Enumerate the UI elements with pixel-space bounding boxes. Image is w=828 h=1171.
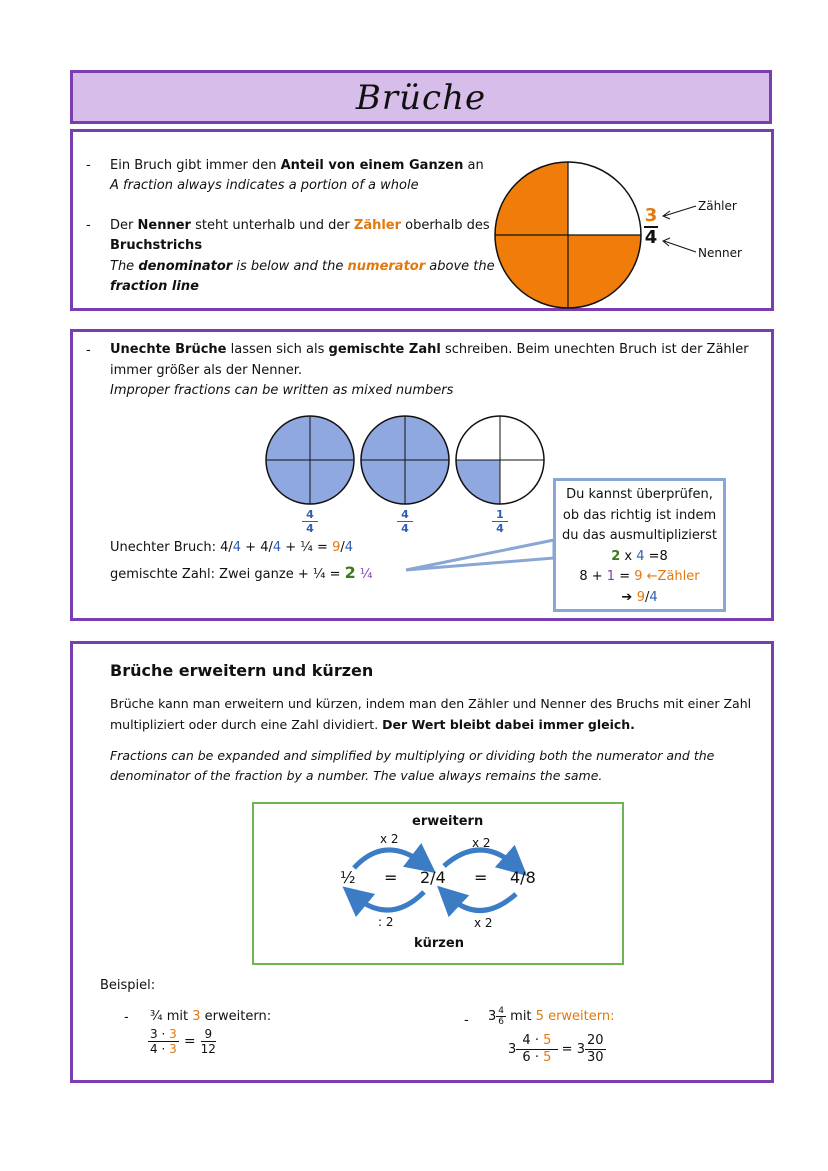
callout-line-2: ob das richtig ist indem	[562, 507, 717, 523]
callout-line-4: 2 x 4 =8	[611, 548, 668, 564]
circle-label-1: 4 4	[302, 509, 318, 534]
bullet-dash: -	[86, 158, 91, 173]
definition-line-2-en: The denominator is below and the numerator above the	[110, 259, 495, 274]
callout-pointer	[404, 540, 556, 580]
example-label: Beispiel:	[100, 978, 156, 993]
label-div2: : 2	[378, 915, 394, 929]
label-x2-top-right: x 2	[472, 836, 491, 850]
mixed-equation: gemischte Zahl: Zwei ganze + ¼ = 2 ¼	[110, 563, 373, 582]
fraction-half: ½	[340, 868, 356, 887]
title-banner	[70, 70, 772, 124]
page-title: Brüche	[355, 78, 487, 118]
example-1-result: $\frac{9}{12}$	[200, 1027, 216, 1056]
label-arrows	[660, 200, 700, 260]
expand-text-en-line-1: Fractions can be expanded and simplified by multiplying or dividing both the numerator and the	[110, 748, 715, 763]
definition-line-2b: Bruchstrichs	[110, 238, 203, 253]
label-x2-bottom: x 2	[474, 916, 493, 930]
example-2-title: 3 $\frac{4}{6}$ mit 5 erweitern:	[488, 1006, 615, 1027]
example-1-title: ¾ mit 3 erweitern:	[150, 1009, 272, 1024]
improper-equation: Unechter Bruch: 4/4 + 4/4 + ¼ = 9/4	[110, 540, 354, 555]
label-x2-top-left: x 2	[380, 832, 399, 846]
expand-text-en-line-2: denominator of the fraction by a number. The value always remains the same.	[110, 768, 603, 783]
circle-label-2: 4 4	[397, 509, 413, 534]
fraction-numerator: 3	[644, 205, 658, 226]
label-kuerzen: kürzen	[414, 936, 464, 951]
definition-line-2: Der Nenner steht unterhalb und der Zähler oberhalb des	[110, 218, 490, 233]
example-1-math	[148, 1027, 216, 1056]
equals-1: =	[384, 868, 398, 887]
circle-label-3: 1 4	[492, 509, 508, 534]
fraction-denominator: 4	[644, 227, 658, 248]
expand-text-line-1: Brüche kann man erweitern und kürzen, indem man den Zähler und Nenner des Bruchs mit einer Zahl	[110, 696, 752, 711]
full-circle-1	[264, 414, 356, 506]
callout-line-3: du das ausmultiplizierst	[561, 528, 718, 543]
example-1-fraction: $\frac{3 \cdot 3}{4 \cdot 3}$	[150, 1027, 177, 1056]
example-2-math: 3 $\frac{4 \cdot 5}{6 \cdot 5}$ = 3 $\frac{20}{30}$	[508, 1033, 604, 1065]
quarter-circle	[454, 414, 546, 506]
bullet-dash: -	[86, 343, 91, 358]
fraction-four-eighths: 4/8	[510, 868, 536, 887]
definition-line-1: Ein Bruch gibt immer den Anteil von einem Ganzen an	[110, 158, 484, 173]
full-circle-2	[359, 414, 451, 506]
check-callout	[553, 478, 726, 612]
bullet-dash: -	[124, 1010, 129, 1025]
label-zaehler: Zähler	[698, 199, 737, 213]
callout-line-5: 8 + 1 = 9 ←Zähler	[579, 569, 700, 584]
three-quarter-circle	[493, 160, 643, 310]
bullet-dash: -	[464, 1013, 469, 1028]
improper-line-en: Improper fractions can be written as mixed numbers	[110, 383, 454, 398]
definition-line-2-en-b: fraction line	[110, 279, 199, 294]
example-fraction	[644, 207, 658, 247]
expand-text-line-2: multipliziert oder durch eine Zahl dividiert. Der Wert bleibt dabei immer gleich.	[110, 717, 635, 732]
callout-line-6: ➔ 9/4	[621, 589, 658, 605]
label-erweitern: erweitern	[412, 814, 484, 829]
definition-line-1-en: A fraction always indicates a portion of a whole	[110, 178, 419, 193]
section-heading: Brüche erweitern und kürzen	[110, 661, 374, 680]
callout-line-1: Du kannst überprüfen,	[566, 487, 713, 502]
label-nenner: Nenner	[698, 246, 742, 260]
fraction-two-quarters: 2/4	[420, 868, 446, 887]
example-1-equals: =	[183, 1033, 196, 1050]
equals-2: =	[474, 868, 488, 887]
improper-line-1: Unechte Brüche lassen sich als gemischte Zahl schreiben. Beim unechten Bruch ist der Zähler	[110, 342, 749, 357]
bullet-dash: -	[86, 218, 91, 233]
improper-line-2: immer größer als der Nenner.	[110, 363, 303, 378]
